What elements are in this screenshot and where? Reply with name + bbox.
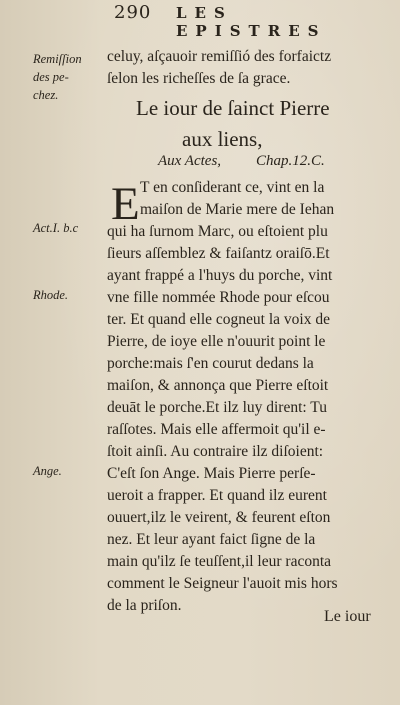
- running-head: [114, 2, 392, 40]
- margin-note-acts: [33, 221, 78, 236]
- margin-note-line: Ange.: [33, 464, 62, 478]
- text-line: qui ha ſurnom Marc, ou eſtoient plu: [107, 223, 328, 240]
- text-line: maiſon de Marie mere de Iehan: [140, 201, 335, 218]
- drop-capital: E: [111, 178, 140, 230]
- text-line: de la priſon.: [107, 597, 182, 614]
- text-line: celuy, aſçauoir remiſſió des forfaictz: [107, 48, 332, 65]
- text-line: C'eſt ſon Ange. Mais Pierre perſe-: [107, 465, 316, 482]
- margin-note-sins: [33, 70, 69, 103]
- text-line: Pierre, de ioye elle n'ouurit point le: [107, 333, 326, 350]
- margin-note-line: des pe-: [33, 70, 69, 84]
- text-line: raſſotes. Mais elle affermoit qu'il e-: [107, 421, 326, 438]
- running-title: LES EPISTRES: [176, 4, 327, 40]
- text-line: ter. Et quand elle cogneut la voix de: [107, 311, 330, 328]
- text-line: ſieurs aſſemblez & faiſantz oraiſō.Et: [107, 245, 330, 262]
- text-line: comment le Seigneur l'auoit mis hors: [107, 575, 338, 592]
- text-line: porche:mais ſ'en courut dedans la: [107, 355, 314, 372]
- text-line: nez. Et leur ayant faict ſigne de la: [107, 531, 316, 548]
- margin-note-line: chez.: [33, 88, 59, 102]
- text-line: ayant frappé a l'huys du porche, vint: [107, 267, 333, 284]
- catchword: Le iour: [324, 608, 371, 625]
- text-line: ſtoit ainſi. Au contraire ilz diſoient:: [107, 443, 324, 460]
- margin-note-rhode: [33, 288, 68, 303]
- margin-note-remission: [33, 52, 82, 67]
- text-line: deuāt le porche.Et ilz luy dirent: Tu: [107, 399, 327, 416]
- scripture-reference-chapter: Chap.12.C.: [256, 153, 325, 169]
- margin-note-line: Remiſſion: [33, 52, 82, 66]
- text-line: ueroit a frapper. Et quand ilz eurent: [107, 487, 327, 504]
- margin-note-ange: [33, 464, 62, 479]
- page-number: 290: [114, 2, 152, 23]
- section-title-continued: aux liens,: [182, 127, 263, 151]
- text-line: vne fille nommée Rhode pour eſcou: [107, 289, 330, 306]
- section-title: Le iour de ſainct Pierre: [136, 96, 330, 120]
- scripture-reference-book: Aux Actes,: [158, 153, 222, 169]
- text-line: ſelon les richeſſes de ſa grace.: [107, 70, 291, 87]
- margin-note-line: Rhode.: [33, 288, 69, 302]
- margin-note-line: Act.I. b.c: [33, 221, 79, 235]
- text-line: T en conſiderant ce, vint en la: [140, 179, 325, 196]
- text-line: main qu'ilz ſe teuſſent,il leur raconta: [107, 553, 332, 570]
- text-line: maiſon, & annonça que Pierre eſtoit: [107, 377, 329, 394]
- text-line: ouuert,ilz le veirent, & feurent eſton: [107, 509, 331, 526]
